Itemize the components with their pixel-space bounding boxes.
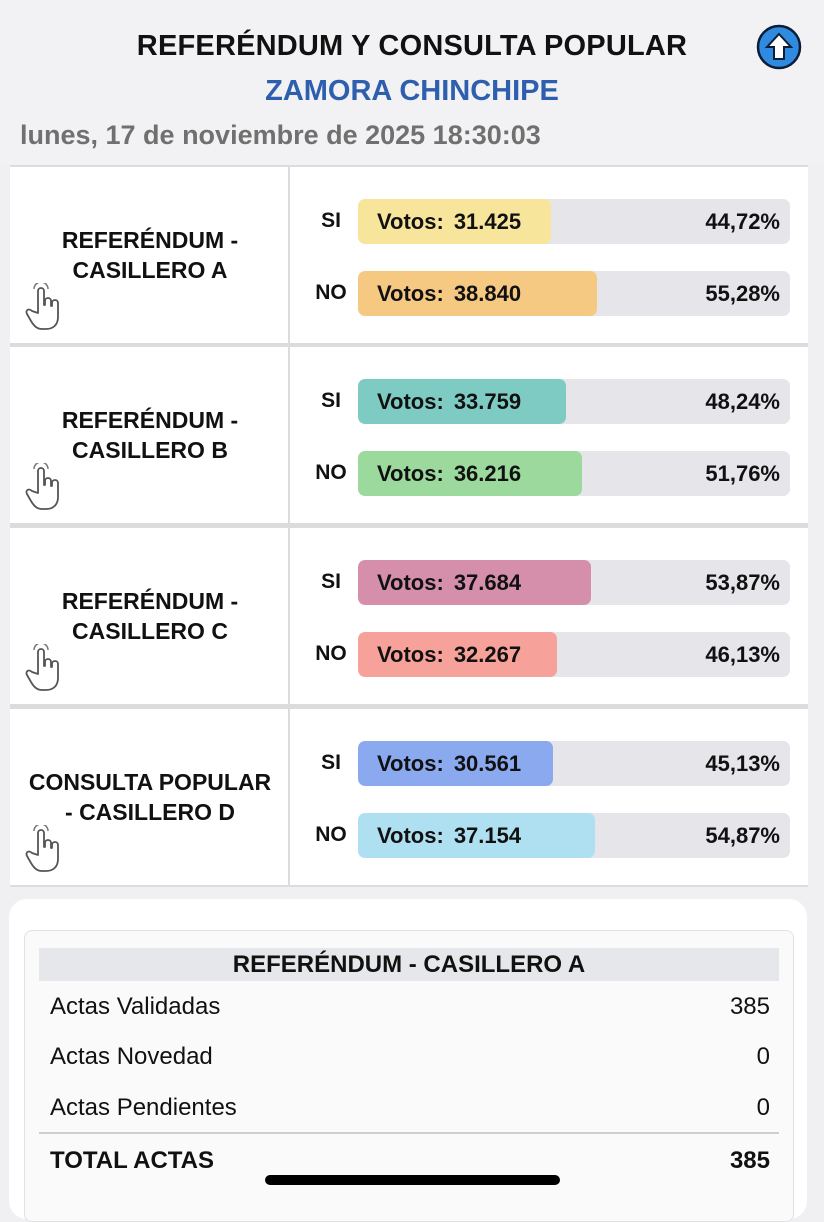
votes-count: 37.154 <box>453 823 522 848</box>
votes-text: Votos: 37.684 <box>377 570 522 595</box>
votes-text: Votos: 36.216 <box>377 461 522 486</box>
vote-bar-si <box>358 199 790 244</box>
race-row-referendum-b[interactable] <box>10 347 808 523</box>
summary-title: REFERÉNDUM - CASILLERO A <box>39 948 779 981</box>
votes-text: Votos: 32.267 <box>377 642 522 667</box>
hand-pointer-icon[interactable] <box>24 644 64 692</box>
race-label-cell[interactable] <box>10 528 290 704</box>
update-timestamp: lunes, 17 de noviembre de 2025 18:30:03 <box>20 120 541 150</box>
race-label: CONSULTA POPULAR - CASILLERO D <box>28 769 272 825</box>
race-row-referendum-a[interactable] <box>10 167 808 343</box>
header <box>0 0 824 165</box>
option-label-no: NO <box>315 642 347 665</box>
option-label-no: NO <box>315 823 347 846</box>
race-label-cell[interactable] <box>10 167 290 343</box>
option-label-si: SI <box>321 389 341 412</box>
option-label-si: SI <box>321 751 341 774</box>
votes-count: 37.684 <box>453 570 522 595</box>
votes-text: Votos: 37.154 <box>377 823 522 848</box>
actas-novedad-row <box>50 1043 770 1071</box>
results-panel <box>10 165 808 887</box>
actas-validadas-value: 385 <box>729 993 770 1020</box>
race-label-cell[interactable] <box>10 347 290 523</box>
vote-percentage: 45,13% <box>705 751 780 776</box>
vote-percentage: 48,24% <box>705 389 780 414</box>
vote-bar-si <box>358 741 790 786</box>
total-actas-value: 385 <box>729 1147 770 1174</box>
vote-percentage: 44,72% <box>705 209 780 234</box>
race-label: REFERÉNDUM - CASILLERO B <box>61 407 239 463</box>
votes-text: Votos: 31.425 <box>377 209 522 234</box>
option-label-si: SI <box>321 570 341 593</box>
votes-count: 38.840 <box>453 281 522 306</box>
actas-validadas-row <box>50 993 770 1021</box>
vote-percentage: 53,87% <box>705 570 780 595</box>
votes-count: 33.759 <box>453 389 522 414</box>
race-label: REFERÉNDUM - CASILLERO A <box>61 227 239 283</box>
race-label: REFERÉNDUM - CASILLERO C <box>61 588 239 644</box>
hand-pointer-icon[interactable] <box>24 825 64 873</box>
vote-bar-si <box>358 560 790 605</box>
race-row-consulta-d[interactable] <box>10 709 808 885</box>
votes-text: Votos: 38.840 <box>377 281 522 306</box>
vote-bar-si <box>358 379 790 424</box>
vote-percentage: 51,76% <box>705 461 780 486</box>
total-actas-row <box>50 1147 770 1175</box>
votes-text: Votos: 30.561 <box>377 751 522 776</box>
actas-pendientes-label: Actas Pendientes <box>50 1094 237 1121</box>
votes-count: 32.267 <box>453 642 522 667</box>
votes-count: 36.216 <box>453 461 522 486</box>
actas-novedad-label: Actas Novedad <box>50 1043 213 1070</box>
votes-text: Votos: 33.759 <box>377 389 522 414</box>
vote-percentage: 54,87% <box>705 823 780 848</box>
race-label-cell[interactable] <box>10 709 290 885</box>
votes-count: 30.561 <box>453 751 522 776</box>
vote-bar-no <box>358 451 790 496</box>
page-subtitle: ZAMORA CHINCHIPE <box>265 75 559 107</box>
option-label-no: NO <box>315 461 347 484</box>
race-row-referendum-c[interactable] <box>10 528 808 704</box>
scroll-up-arrow-icon[interactable] <box>756 24 802 70</box>
vote-percentage: 55,28% <box>705 281 780 306</box>
summary-card <box>9 899 807 1219</box>
vote-bar-no <box>358 271 790 316</box>
actas-pendientes-row <box>50 1094 770 1122</box>
vote-bar-no <box>358 813 790 858</box>
actas-novedad-value: 0 <box>756 1043 770 1070</box>
option-label-si: SI <box>321 209 341 232</box>
option-label-no: NO <box>315 281 347 304</box>
summary-divider <box>39 1132 779 1134</box>
vote-bar-no <box>358 632 790 677</box>
total-actas-label: TOTAL ACTAS <box>50 1147 214 1174</box>
votes-count: 31.425 <box>453 209 522 234</box>
home-indicator[interactable] <box>265 1175 560 1185</box>
hand-pointer-icon[interactable] <box>24 463 64 511</box>
vote-percentage: 46,13% <box>705 642 780 667</box>
page-title: REFERÉNDUM Y CONSULTA POPULAR <box>136 30 688 62</box>
actas-pendientes-value: 0 <box>756 1094 770 1121</box>
hand-pointer-icon[interactable] <box>24 283 64 331</box>
actas-validadas-label: Actas Validadas <box>50 993 221 1020</box>
